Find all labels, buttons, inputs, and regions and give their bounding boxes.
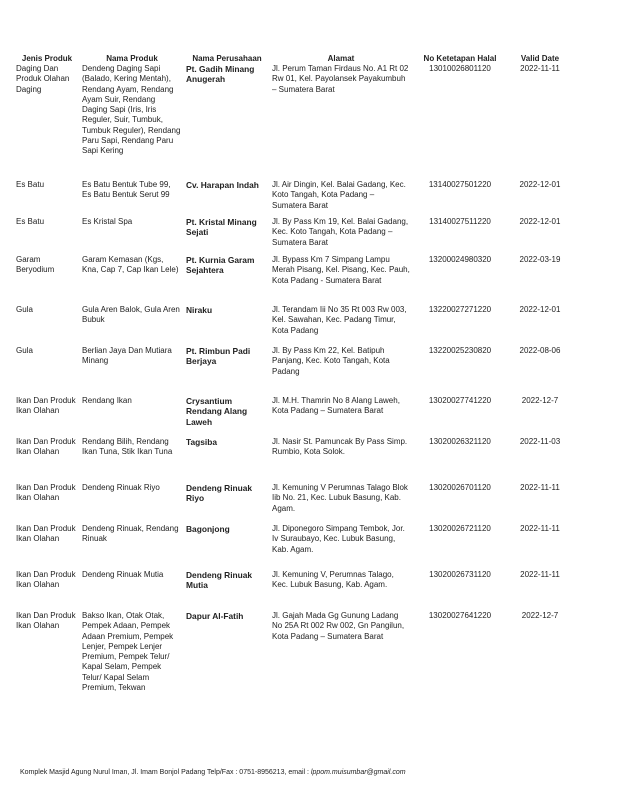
cell-nama-produk: Dendeng Rinuak, Rendang Rinuak <box>82 524 179 544</box>
table-row <box>14 437 572 483</box>
cell-jenis-produk: Ikan Dan Produk Ikan Olahan <box>16 524 76 544</box>
cell-nama-perusahaan: Niraku <box>186 305 213 315</box>
cell-jenis-produk: Ikan Dan Produk Ikan Olahan <box>16 611 76 631</box>
cell-nama-produk: Rendang Bilih, Rendang Ikan Tuna, Stik Ikan Tuna <box>82 437 173 457</box>
cell-jenis-produk: Es Batu <box>16 217 45 226</box>
cell-valid-date: 2022-12-01 <box>519 305 561 314</box>
cell-nama-produk: Garam Kemasan (Kgs, Kna, Cap 7, Cap Ikan Lele) <box>82 255 179 275</box>
cell-valid-date: 2022-12-7 <box>521 611 559 620</box>
cell-valid-date: 2022-12-01 <box>519 180 561 189</box>
cell-valid-date: 2022-11-11 <box>520 64 560 73</box>
cell-no-ketetapan: 13140027511220 <box>429 217 491 226</box>
cell-jenis-produk: Ikan Dan Produk Ikan Olahan <box>16 570 76 590</box>
header-nama-produk: Nama Produk <box>106 54 158 63</box>
cell-nama-produk: Dendeng Daging Sapi (Balado, Kering Mentah), Rendang Ayam, Rendang Ayam Suir, Rendang Daging Sapi (Iris, Iris Reguler, Suir, Tumbuk, Tumbuk Reguler), Rendang Paru Sapi, Rendang Paru Sapi Kering <box>82 64 181 156</box>
cell-nama-produk: Dendeng Rinuak Riyo <box>82 483 160 492</box>
table-row <box>14 570 572 611</box>
cell-alamat: Jl. Terandam Iii No 35 Rt 003 Rw 003, Kel. Sawahan, Kec. Padang Timur, Kota Padang <box>272 305 407 335</box>
cell-nama-perusahaan: Dapur Al-Fatih <box>186 611 244 621</box>
cell-nama-perusahaan: Tagsiba <box>186 437 218 447</box>
cell-jenis-produk: Ikan Dan Produk Ikan Olahan <box>16 483 76 503</box>
header-no-ketetapan: No Ketetapan Halal <box>423 54 497 63</box>
cell-nama-perusahaan: Pt. Gadih Minang Anugerah <box>186 64 255 85</box>
cell-valid-date: 2022-11-11 <box>520 570 560 579</box>
table-row <box>14 346 572 396</box>
table-row <box>14 64 572 180</box>
cell-alamat: Jl. Kemuning V, Perumnas Talago, Kec. Lubuk Basung, Kab. Agam. <box>272 570 394 590</box>
header-nama-perusahaan: Nama Perusahaan <box>192 54 262 63</box>
cell-valid-date: 2022-12-7 <box>521 396 559 405</box>
table-row <box>14 483 572 524</box>
cell-nama-produk: Berlian Jaya Dan Mutiara Minang <box>82 346 172 366</box>
footer-email: lppom.muisumbar@gmail.com <box>310 769 406 776</box>
cell-nama-perusahaan: Bagonjong <box>186 524 230 534</box>
cell-no-ketetapan: 13020027741220 <box>428 396 492 405</box>
cell-nama-produk: Rendang Ikan <box>82 396 132 405</box>
footer-address: Komplek Masjid Agung Nurul Iman, Jl. Imam Bonjol Padang Telp/Fax : 0751-8956213, email : <box>20 769 311 776</box>
cell-nama-produk: Es Kristal Spa <box>82 217 133 226</box>
halal-certificate-table <box>14 54 572 706</box>
cell-alamat: Jl. Nasir St. Pamuncak By Pass Simp. Rumbio, Kota Solok. <box>272 437 408 457</box>
cell-no-ketetapan: 13020026731120 <box>429 570 491 579</box>
cell-valid-date: 2022-03-19 <box>519 255 561 264</box>
header-jenis-produk: Jenis Produk <box>21 54 73 63</box>
cell-valid-date: 2022-11-11 <box>520 524 560 533</box>
cell-valid-date: 2022-11-11 <box>520 483 560 492</box>
cell-no-ketetapan: 13220027271220 <box>428 305 492 314</box>
table-row <box>14 396 572 437</box>
cell-alamat: Jl. By Pass Km 22, Kel. Batipuh Panjang, Kec. Koto Tangah, Kota Padang <box>272 346 390 376</box>
page-footer <box>20 768 406 778</box>
table-row <box>14 305 572 346</box>
cell-alamat: Jl. Diponegoro Simpang Tembok, Jor. Iv Suraubayo, Kec. Lubuk Basung, Kab. Agam. <box>272 524 405 554</box>
cell-nama-perusahaan: Cv. Harapan Indah <box>186 180 259 190</box>
cell-no-ketetapan: 13010026801120 <box>429 64 491 73</box>
cell-nama-produk: Bakso Ikan, Otak Otak, Pempek Adaan, Pempek Adaan Premium, Pempek Lenjer, Pempek Lenjer Premium, Pempek Telur/ Kapal Selam, Pempek Telur/ Kapal Selam Premium, Tekwan <box>82 611 174 693</box>
cell-nama-perusahaan: Crysantium Rendang Alang Laweh <box>186 396 248 427</box>
table-row <box>14 524 572 570</box>
cell-valid-date: 2022-08-06 <box>519 346 561 355</box>
cell-alamat: Jl. Kemuning V Perumnas Talago Blok Iib No. 21, Kec. Lubuk Basung, Kab. Agam. <box>272 483 408 513</box>
cell-alamat: Jl. By Pass Km 19, Kel. Balai Gadang, Kec. Koto Tangah, Kota Padang – Sumatera Barat <box>272 217 409 247</box>
cell-no-ketetapan: 13200024980320 <box>428 255 492 264</box>
header-valid-date: Valid Date <box>520 54 560 63</box>
cell-no-ketetapan: 13020026321120 <box>429 437 491 446</box>
cell-nama-perusahaan: Pt. Kurnia Garam Sejahtera <box>186 255 255 276</box>
cell-no-ketetapan: 13020026701120 <box>429 483 491 492</box>
cell-jenis-produk: Ikan Dan Produk Ikan Olahan <box>16 396 76 416</box>
table-row <box>14 611 572 706</box>
cell-alamat: Jl. Air Dingin, Kel. Balai Gadang, Kec. Koto Tangah, Kota Padang – Sumatera Barat <box>272 180 406 210</box>
table-row <box>14 217 572 255</box>
table-header-row <box>14 54 572 64</box>
cell-alamat: Jl. Perum Taman Firdaus No. A1 Rt 02 Rw 01, Kel. Payolansek Payakumbuh – Sumatera Barat <box>272 64 409 94</box>
cell-nama-perusahaan: Pt. Kristal Minang Sejati <box>186 217 257 238</box>
cell-no-ketetapan: 13020026721120 <box>429 524 491 533</box>
cell-nama-perusahaan: Dendeng Rinuak Mutia <box>186 570 253 591</box>
cell-no-ketetapan: 13140027501220 <box>428 180 492 189</box>
cell-jenis-produk: Garam Beryodium <box>16 255 55 275</box>
cell-nama-produk: Es Batu Bentuk Tube 99, Es Batu Bentuk Serut 99 <box>82 180 171 200</box>
cell-valid-date: 2022-11-03 <box>519 437 561 446</box>
cell-jenis-produk: Ikan Dan Produk Ikan Olahan <box>16 437 76 457</box>
cell-alamat: Jl. Gajah Mada Gg Gunung Ladang No 25A Rt 002 Rw 002, Gn Pangilun, Kota Padang – Sumatera Barat <box>272 611 405 641</box>
cell-nama-perusahaan: Pt. Rimbun Padi Berjaya <box>186 346 251 367</box>
cell-alamat: Jl. Bypass Km 7 Simpang Lampu Merah Pisang, Kel. Pisang, Kec. Pauh, Kota Padang - Sumatera Barat <box>272 255 410 285</box>
cell-jenis-produk: Gula <box>16 305 33 314</box>
cell-jenis-produk: Es Batu <box>16 180 45 189</box>
cell-jenis-produk: Gula <box>16 346 33 355</box>
header-alamat: Alamat <box>327 54 355 63</box>
cell-alamat: Jl. M.H. Thamrin No 8 Alang Laweh, Kota Padang – Sumatera Barat <box>272 396 400 416</box>
cell-jenis-produk: Daging Dan Produk Olahan Daging <box>16 64 70 94</box>
cell-no-ketetapan: 13020027641220 <box>428 611 492 620</box>
cell-nama-perusahaan: Dendeng Rinuak Riyo <box>186 483 253 504</box>
cell-no-ketetapan: 13220025230820 <box>428 346 492 355</box>
cell-nama-produk: Gula Aren Balok, Gula Aren Bubuk <box>82 305 180 325</box>
table-row <box>14 255 572 305</box>
table-row <box>14 180 572 217</box>
cell-nama-produk: Dendeng Rinuak Mutia <box>82 570 164 579</box>
cell-valid-date: 2022-12-01 <box>519 217 561 226</box>
